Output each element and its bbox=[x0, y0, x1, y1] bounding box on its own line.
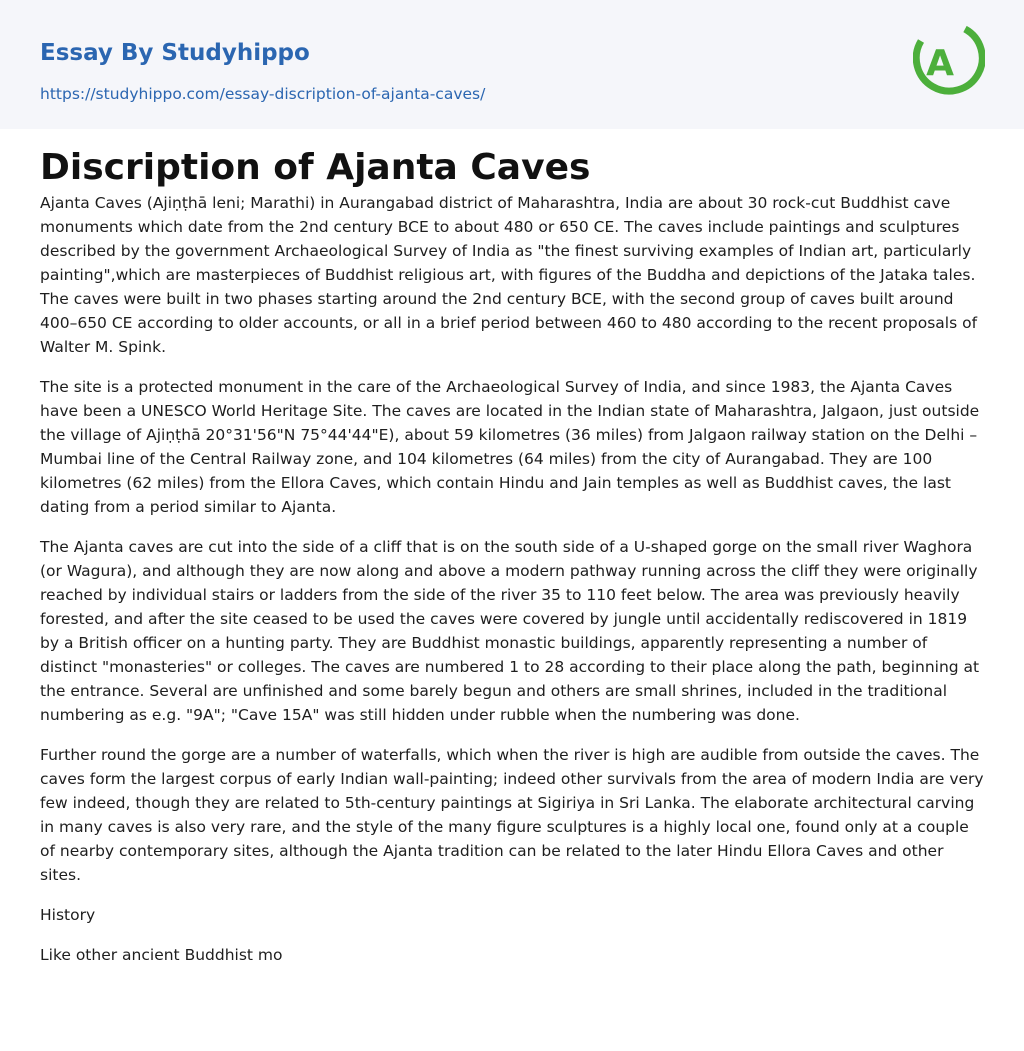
essay-body bbox=[40, 191, 984, 967]
essay-paragraph-truncated: Like other ancient Buddhist mo bbox=[40, 946, 283, 964]
logo-letter: A bbox=[926, 43, 954, 84]
essay-content bbox=[0, 129, 1024, 967]
studyhippo-logo-icon[interactable] bbox=[913, 20, 985, 104]
essay-paragraph: Further round the gorge are a number of waterfalls, which when the river is high are audible from outside the caves. The caves form the largest corpus of early Indian wall-painting; indeed other survivals from the area of modern India are very few indeed, though they are related to 5th-century paintings at Sigiriya in Sri Lanka. The elaborate architectural carving in many caves is also very rare, and the style of the many figure sculptures is a highly local one, found only at a couple of nearby contemporary sites, although the Ajanta tradition can be related to the later Hindu Ellora Caves and other sites. bbox=[40, 746, 984, 884]
essay-paragraph: The site is a protected monument in the care of the Archaeological Survey of India, and since 1983, the Ajanta Caves have been a UNESCO World Heritage Site. The caves are located in the Indian state of Maharashtra, Jalgaon, just outside the village of Ajiṇṭhā 20°31'56"N 75°44'44"E), about 59 kilometres (36 miles) from Jalgaon railway station on the Delhi – Mumbai line of the Central Railway zone, and 104 kilometres (64 miles) from the city of Aurangabad. They are 100 kilometres (62 miles) from the Ellora Caves, which contain Hindu and Jain temples as well as Buddhist caves, the last dating from a period similar to Ajanta. bbox=[40, 378, 980, 516]
section-heading-history: History bbox=[40, 906, 96, 924]
essay-paragraph: The Ajanta caves are cut into the side of a cliff that is on the south side of a U-shaped gorge on the small river Waghora (or Wagura), and although they are now along and above a modern pathway running across the cliff they were originally reached by individual stairs or ladders from the side of the river 35 to 110 feet below. The area was previously heavily forested, and after the site ceased to be used the caves were covered by jungle until accidentally rediscovered in 1819 by a British officer on a hunting party. They are Buddhist monastic buildings, apparently representing a number of distinct "monasteries" or colleges. The caves are numbered 1 to 28 according to their place along the path, beginning at the entrance. Several are unfinished and some barely begun and others are small shrines, included in the traditional numbering as e.g. "9A"; "Cave 15A" was still hidden under rubble when the numbering was done. bbox=[40, 538, 980, 724]
essay-url-link[interactable]: https://studyhippo.com/essay-discription-of-ajanta-caves/ bbox=[40, 85, 486, 103]
site-brand[interactable]: Essay By Studyhippo bbox=[40, 40, 310, 66]
essay-title: Discription of Ajanta Caves bbox=[40, 147, 591, 188]
essay-paragraph: Ajanta Caves (Ajiṇṭhā leni; Marathi) in Aurangabad district of Maharashtra, India are about 30 rock-cut Buddhist cave monuments which date from the 2nd century BCE to about 480 or 650 CE. The caves include paintings and sculptures described by the government Archaeological Survey of India as "the finest surviving examples of Indian art, particularly painting",which are masterpieces of Buddhist religious art, with figures of the Buddha and depictions of the Jataka tales. The caves were built in two phases starting around the 2nd century BCE, with the second group of caves built around 400–650 CE according to older accounts, or all in a brief period between 460 to 480 according to the recent proposals of Walter M. Spink. bbox=[40, 194, 978, 356]
site-header bbox=[0, 0, 1024, 129]
